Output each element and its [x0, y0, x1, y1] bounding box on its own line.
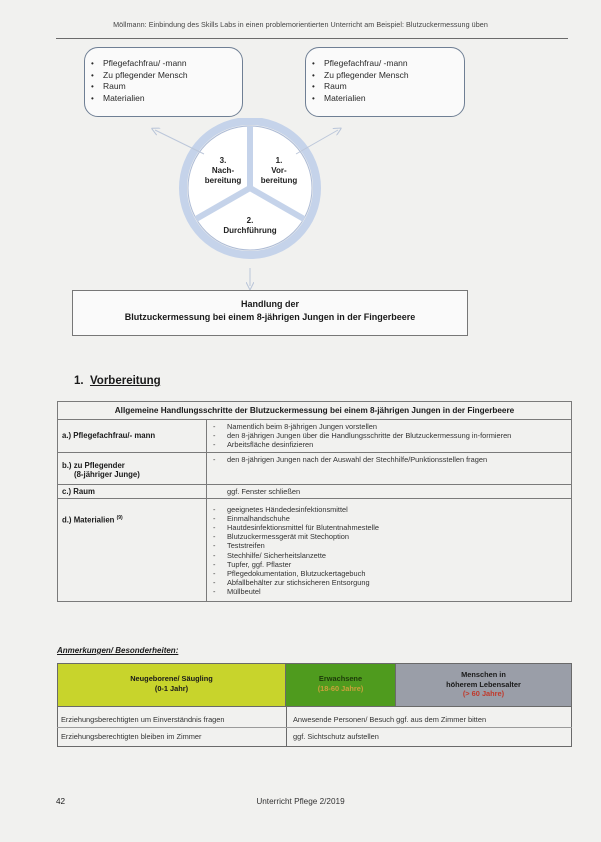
list-item: - Einmalhandschuhe — [227, 514, 567, 523]
list-item: • Raum — [103, 81, 242, 93]
table-row — [58, 452, 572, 484]
list-item: - Müllbeutel — [227, 587, 567, 596]
table-row — [58, 498, 572, 601]
table-row — [58, 420, 572, 453]
list-item: - Namentlich beim 8-jährigen Jungen vorstellen — [227, 422, 567, 431]
note-text: ggf. Sichtschutz aufstellen — [293, 732, 379, 741]
list-item: - den 8-jährigen Jungen nach der Auswahl der Stechhilfe/Punktionsstellen fragen — [227, 455, 567, 464]
list-item: - Tupfer, ggf. Pflaster — [227, 560, 567, 569]
row-divider — [57, 727, 572, 728]
age-group-senior: Menschen in höherem Lebensalter (> 60 Jahre) — [396, 663, 572, 707]
list-item: - Blutzuckermessgerät mit Stechoption — [227, 532, 567, 541]
list-item: • Materialien — [103, 93, 242, 105]
list-item: - Arbeitsfläche desinfizieren — [227, 440, 567, 449]
list-item: - Pflegedokumentation, Blutzuckertagebuch — [227, 569, 567, 578]
running-header: Möllmann: Einbindung des Skills Labs in einen problemorientierten Unterricht am Beispiel: Blutzuckermessung üben — [113, 20, 488, 29]
list-item: • Zu pflegender Mensch — [103, 70, 242, 82]
list-item: • Zu pflegender Mensch — [324, 70, 464, 82]
page-number: 42 — [56, 797, 66, 806]
list-item: - Abfallbehälter zur stichsicheren Entsorgung — [227, 578, 567, 587]
list-item: • Materialien — [324, 93, 464, 105]
notes-table — [57, 663, 572, 747]
table-header: Allgemeine Handlungsschritte der Blutzuckermessung bei einem 8-jährigen Jungen in der Fingerbeere — [58, 402, 572, 420]
section-title: 1. Vorbereitung — [74, 375, 161, 387]
cycle-segment-vorbereitung: 1. Vor- bereitung — [260, 156, 298, 185]
right-info-box — [305, 47, 465, 117]
notes-title: Anmerkungen/ Besonderheiten: — [57, 646, 179, 655]
note-text: Erziehungsberechtigten bleiben im Zimmer — [61, 732, 202, 741]
header-rule — [56, 38, 568, 39]
list-item: • Pflegefachfrau/ -mann — [324, 58, 464, 70]
row-label: a.) Pflegefachfrau/- mann — [58, 420, 207, 453]
age-group-newborn: Neugeborene/ Säugling (0-1 Jahr) — [57, 663, 286, 707]
list-item: - geeignetes Händedesinfektionsmittel — [227, 505, 567, 514]
row-label: b.) zu Pflegender (8-jähriger Junge) — [58, 452, 207, 484]
handlung-box: Handlung der Blutzuckermessung bei einem 8-jährigen Jungen in der Fingerbeere — [72, 290, 468, 336]
note-text: Erziehungsberechtigten um Einverständnis fragen — [61, 715, 225, 724]
row-label: d.) Materialien $^{(9)}$ — [58, 498, 207, 601]
list-item: • Raum — [324, 81, 464, 93]
list-item: - den 8-jährigen Jungen über die Handlungsschritte der Blutzuckermessung in-formieren — [227, 431, 567, 440]
age-group-adult: Erwachsene (18-60 Jahre) — [286, 663, 396, 707]
footer-journal: Unterricht Pflege 2/2019 — [256, 797, 345, 806]
list-item: - Hautdesinfektionsmittel für Blutentnahmestelle — [227, 523, 567, 532]
note-text: Anwesende Personen/ Besuch ggf. aus dem Zimmer bitten — [293, 715, 487, 724]
cycle-diagram — [140, 118, 460, 298]
left-info-box — [84, 47, 243, 117]
table-row: c.) Raum ggf. Fenster schließen — [58, 484, 572, 498]
vorbereitung-table — [57, 401, 572, 602]
list-item: - Stechhilfe/ Sicherheitslanzette — [227, 551, 567, 560]
list-item: - Teststreifen — [227, 541, 567, 550]
cycle-segment-nachbereitung: 3. Nach- bereitung — [204, 156, 242, 185]
list-item: • Pflegefachfrau/ -mann — [103, 58, 242, 70]
cycle-segment-durchfuehrung: 2. Durchführung — [223, 216, 277, 235]
row-label: c.) Raum — [58, 484, 207, 498]
